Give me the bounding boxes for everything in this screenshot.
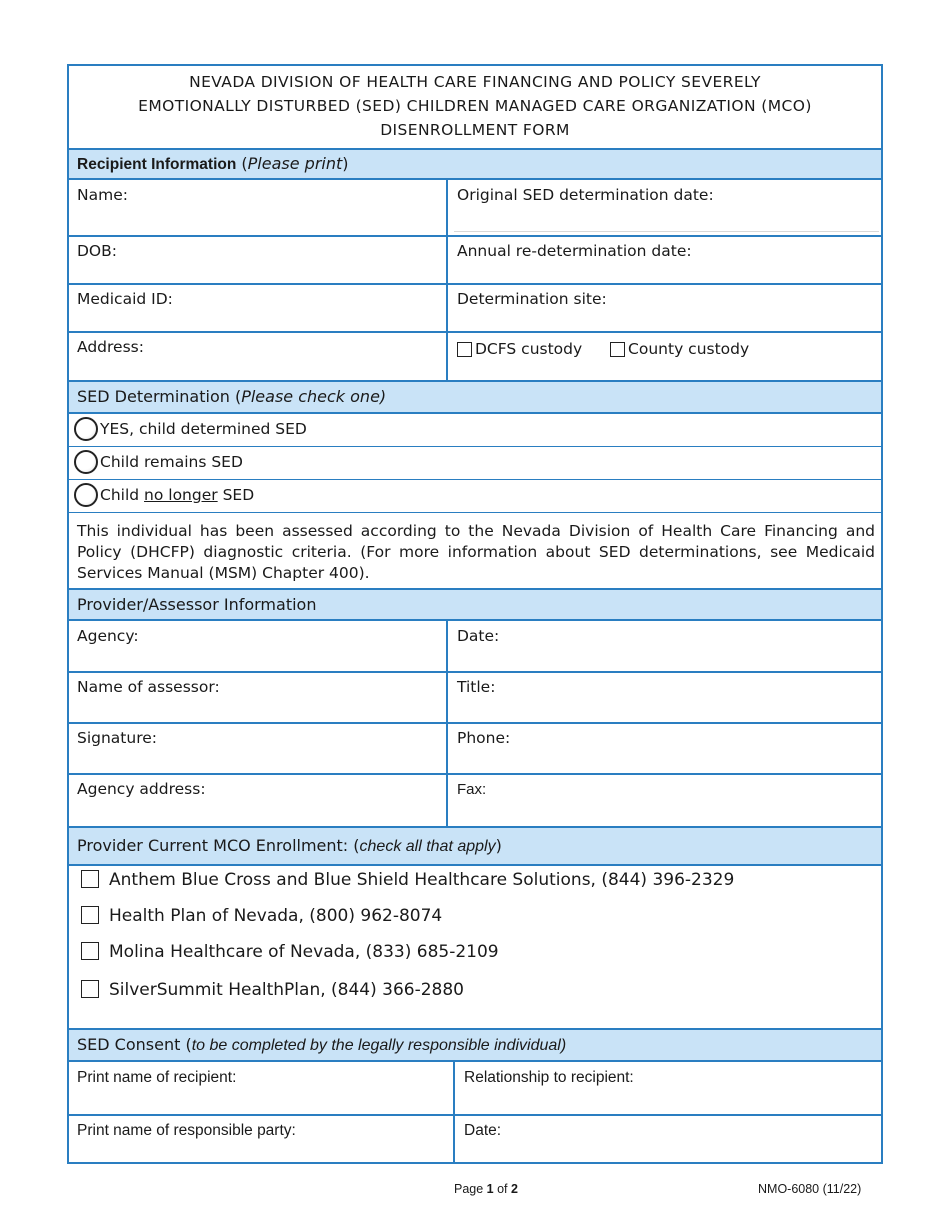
address-label: Address: xyxy=(77,338,144,356)
page-number xyxy=(454,1182,518,1196)
mco-molina-checkbox[interactable] xyxy=(81,942,99,960)
mco-hpn-label: Health Plan of Nevada, (800) 962-8074 xyxy=(109,906,443,926)
consent-date-label: Date: xyxy=(464,1122,502,1139)
provider-header-label: Provider/Assessor Information xyxy=(77,595,317,614)
dcfs-custody-label: DCFS custody xyxy=(475,340,583,358)
dcfs-custody-checkbox[interactable] xyxy=(457,342,472,357)
recipient-print-name-label: Print name of recipient: xyxy=(77,1069,237,1086)
recipient-section-header: Recipient Information (Please print) xyxy=(69,148,881,180)
radio-remains-label: Child remains SED xyxy=(100,453,243,471)
mco-anthem-label: Anthem Blue Cross and Blue Shield Healthcare Solutions, (844) 396-2329 xyxy=(109,870,735,890)
name-label: Name: xyxy=(77,186,128,204)
radio-no-longer-label-pre: Child xyxy=(100,486,145,504)
determination-site-field[interactable] xyxy=(449,284,883,332)
signature-field[interactable] xyxy=(69,723,446,773)
county-custody-label: County custody xyxy=(628,340,750,358)
county-custody-checkbox[interactable] xyxy=(610,342,625,357)
provider-section-header xyxy=(69,588,881,621)
mco-header-label: Provider Current MCO Enrollment: xyxy=(77,836,349,855)
assessor-name-label: Name of assessor: xyxy=(77,678,220,696)
radio-yes-label: YES, child determined SED xyxy=(100,420,307,438)
recipient-print-name-field[interactable] xyxy=(69,1062,453,1114)
title-line-3: DISENROLLMENT FORM xyxy=(380,121,570,139)
recipient-header-label: Recipient Information xyxy=(77,156,237,173)
radio-no-longer[interactable] xyxy=(74,483,98,507)
mco-hpn-checkbox[interactable] xyxy=(81,906,99,924)
determination-section-header: SED Determination (Please check one) xyxy=(69,380,881,414)
mco-item-molina[interactable] xyxy=(81,942,499,962)
page-prefix: Page xyxy=(454,1182,487,1196)
page-total: 2 xyxy=(511,1182,518,1196)
medicaid-id-field[interactable] xyxy=(69,284,446,332)
signature-label: Signature: xyxy=(77,729,157,747)
phone-label: Phone: xyxy=(457,729,511,747)
mco-silversummit-label: SilverSummit HealthPlan, (844) 366-2880 xyxy=(109,980,464,1000)
dob-label: DOB: xyxy=(77,242,117,260)
mco-item-hpn[interactable] xyxy=(81,906,442,926)
fax-field[interactable] xyxy=(449,774,883,826)
consent-divider xyxy=(453,1062,455,1164)
agency-address-label: Agency address: xyxy=(77,780,206,798)
assessor-title-label: Title: xyxy=(457,678,496,696)
determination-site-label: Determination site: xyxy=(457,290,607,308)
radio-row-no-longer[interactable] xyxy=(69,480,881,513)
responsible-party-label: Print name of responsible party: xyxy=(77,1122,296,1139)
mco-section-header: Provider Current MCO Enrollment: (check all that apply) xyxy=(69,826,881,866)
page-current: 1 xyxy=(486,1182,494,1196)
phone-field[interactable] xyxy=(449,723,883,773)
dob-field[interactable] xyxy=(69,236,446,284)
annual-date-label: Annual re-determination date: xyxy=(457,242,692,260)
custody-field xyxy=(449,332,883,380)
name-field[interactable] xyxy=(69,180,446,235)
determination-header-note: Please check one) xyxy=(241,387,387,406)
agency-field[interactable] xyxy=(69,621,446,671)
orig-date-label: Original SED determination date: xyxy=(457,186,714,204)
relationship-field[interactable] xyxy=(456,1062,883,1114)
assessor-title-field[interactable] xyxy=(449,672,883,722)
responsible-party-field[interactable] xyxy=(69,1115,453,1163)
annual-date-field[interactable] xyxy=(449,236,883,284)
form-title xyxy=(69,66,881,150)
provider-divider xyxy=(446,621,448,827)
radio-row-yes[interactable] xyxy=(69,414,881,447)
consent-section-header: SED Consent (to be completed by the legally responsible individual) xyxy=(69,1028,881,1062)
disenrollment-form xyxy=(67,64,883,1164)
consent-header-label: SED Consent xyxy=(77,1035,181,1054)
provider-date-field[interactable] xyxy=(449,621,883,671)
provider-date-label: Date: xyxy=(457,627,500,645)
radio-row-remains[interactable] xyxy=(69,447,881,480)
mco-item-silversummit[interactable] xyxy=(81,980,464,1000)
title-line-2: EMOTIONALLY DISTURBED (SED) CHILDREN MANAGED CARE ORGANIZATION (MCO) xyxy=(138,97,812,115)
mco-molina-label: Molina Healthcare of Nevada, (833) 685-2109 xyxy=(109,942,499,962)
determination-header-label: SED Determination xyxy=(77,387,230,406)
title-line-1: NEVADA DIVISION OF HEALTH CARE FINANCING AND POLICY SEVERELY xyxy=(189,73,761,91)
mco-item-anthem[interactable] xyxy=(81,870,734,890)
recipient-divider xyxy=(446,180,448,382)
mco-silversummit-checkbox[interactable] xyxy=(81,980,99,998)
agency-address-field[interactable] xyxy=(69,774,446,826)
address-field[interactable] xyxy=(69,332,446,380)
radio-no-longer-label-post: SED xyxy=(217,486,255,504)
agency-label: Agency: xyxy=(77,627,139,645)
radio-yes[interactable] xyxy=(74,417,98,441)
recipient-header-note: Please print xyxy=(247,154,343,173)
mco-header-note: check all that apply xyxy=(359,838,496,855)
consent-date-field[interactable] xyxy=(456,1115,883,1163)
fax-label: Fax: xyxy=(457,781,487,798)
medicaid-id-label: Medicaid ID: xyxy=(77,290,173,308)
form-id: NMO-6080 (11/22) xyxy=(758,1182,862,1196)
orig-date-underline xyxy=(454,231,879,232)
assessment-paragraph: This individual has been assessed according to the Nevada Division of Health Care Financing and Policy (DHCFP) diagnostic criteria. (For more information about SED determinations, see Medicaid Services Manual (MSM) Chapter 400). xyxy=(77,522,875,582)
orig-date-field[interactable] xyxy=(449,180,883,235)
radio-remains[interactable] xyxy=(74,450,98,474)
relationship-label: Relationship to recipient: xyxy=(464,1069,634,1086)
consent-header-note: to be completed by the legally responsible individual) xyxy=(191,1037,567,1054)
mco-anthem-checkbox[interactable] xyxy=(81,870,99,888)
page-mid: of xyxy=(493,1182,511,1196)
assessor-name-field[interactable] xyxy=(69,672,446,722)
radio-no-longer-label-underline: no longer xyxy=(144,486,218,504)
